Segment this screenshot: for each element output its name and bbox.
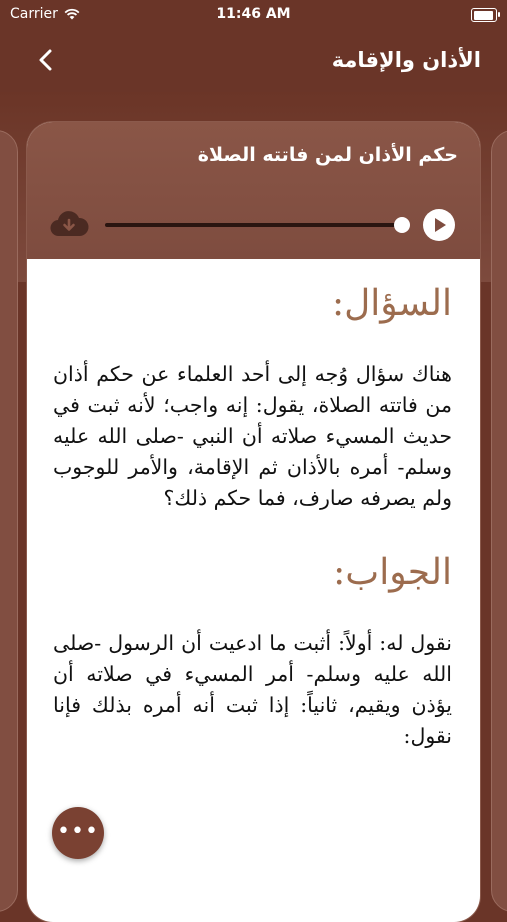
- question-heading: السؤال:: [332, 283, 452, 324]
- cloud-download-icon: [49, 210, 89, 238]
- card-content: [27, 259, 480, 752]
- audio-progress-knob[interactable]: [394, 217, 410, 233]
- answer-heading: الجواب:: [333, 552, 452, 593]
- status-bar: [0, 0, 507, 30]
- download-button[interactable]: [49, 210, 89, 238]
- card-title: حكم الأذان لمن فاتته الصلاة: [197, 144, 458, 166]
- status-time: 11:46 AM: [216, 6, 291, 22]
- back-button[interactable]: [30, 44, 62, 76]
- audio-progress-track[interactable]: [105, 223, 405, 227]
- carrier-label: Carrier: [10, 6, 58, 22]
- play-button[interactable]: [423, 209, 455, 241]
- page-title: الأذان والإقامة: [331, 48, 481, 72]
- nav-bar: [0, 30, 507, 92]
- battery-icon: [471, 8, 497, 22]
- previous-card[interactable]: [0, 130, 18, 912]
- answer-text: نقول له: أولاً: أثبت ما ادعيت أن الرسول -صلى الله عليه وسلم- أمر المسيء في صلاته أن يؤذن ويقيم، ثانياً: إذا ثبت أنه أمره بذلك فإنا نقول:: [53, 631, 452, 748]
- chevron-left-icon: [30, 44, 62, 76]
- next-card[interactable]: [491, 130, 507, 912]
- more-button[interactable]: [52, 807, 104, 859]
- card-header: [27, 122, 480, 259]
- more-dots-icon: •••: [57, 819, 99, 844]
- question-text: هناك سؤال وُجه إلى أحد العلماء عن حكم أذان من فاتته الصلاة، يقول: إنه واجب؛ لأنه ثبت في حديث المسيء صلاته أن النبي -صلى الله عليه وسلم- أمره بالأذان ثم الإقامة، والأمر للوجوب ولم يصرفه صارف، فما حكم ذلك؟: [53, 362, 452, 510]
- fatwa-card: [27, 122, 480, 922]
